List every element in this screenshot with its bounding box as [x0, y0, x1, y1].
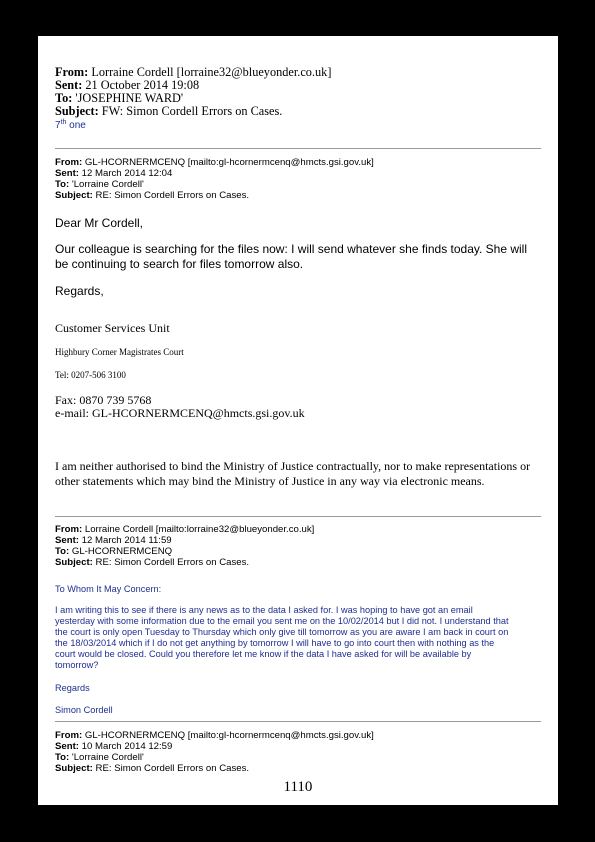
email3-regards: Regards — [55, 683, 90, 693]
email2-tel: Tel: 0207-506 3100 — [55, 370, 126, 380]
document-page — [38, 36, 558, 805]
email3-subject: Subject: RE: Simon Cordell Errors on Cases. — [55, 557, 250, 568]
email3-body-line: tomorrow? — [55, 660, 99, 670]
email3-to: To: GL-HCORNERMCENQ — [55, 546, 173, 557]
email1-subject: Subject: FW: Simon Cordell Errors on Cases. — [55, 104, 283, 118]
email3-from: From: Lorraine Cordell [mailto:lorraine32@blueyonder.co.uk] — [55, 524, 315, 535]
email3-body-line: yesterday with some information due to the email you sent me on the 10/02/2014 but I did not. I understand that — [55, 616, 509, 626]
page-number: 1110 — [283, 779, 313, 795]
email3-body-line: the 18/03/2014 which if I do not get anything by tomorrow I will have to go into court then with nothing as the — [55, 638, 495, 648]
email2-subject: Subject: RE: Simon Cordell Errors on Cases. — [55, 190, 250, 201]
email1-note: 7th one — [55, 119, 86, 131]
email2-fax: Fax: 0870 739 5768 — [55, 393, 152, 407]
email3-body-line: court would be closed. Could you therefore let me know if the data I have asked for will be available by — [55, 649, 472, 659]
email2-greeting: Dear Mr Cordell, — [55, 216, 144, 230]
email4-sent: Sent: 10 March 2014 12:59 — [55, 741, 173, 752]
email3-signature: Simon Cordell — [55, 705, 113, 715]
email2-body-line: Our colleague is searching for the files now: I will send whatever she finds today. She will — [55, 242, 528, 256]
divider — [55, 721, 541, 722]
email2-body-line: be continuing to search for files tomorrow also. — [55, 257, 304, 271]
email2-regards: Regards, — [55, 284, 104, 298]
disclaimer-line: other statements which may bind the Ministry of Justice in any way via electronic means. — [55, 474, 485, 488]
email1-subject-value: FW: Simon Cordell Errors on Cases. — [101, 104, 283, 118]
email1-sent-value: 21 October 2014 19:08 — [85, 78, 200, 92]
email1-from: From: Lorraine Cordell [lorraine32@blueyonder.co.uk] — [55, 65, 332, 79]
email2-from: From: GL-HCORNERMCENQ [mailto:gl-hcornermcenq@hmcts.gsi.gov.uk] — [55, 157, 374, 168]
email1-from-value: Lorraine Cordell [lorraine32@blueyonder.co.uk] — [91, 65, 332, 79]
email2-to: To: 'Lorraine Cordell' — [55, 179, 144, 190]
email2-court: Highbury Corner Magistrates Court — [55, 347, 184, 357]
email1-to: To: 'JOSEPHINE WARD' — [55, 91, 184, 105]
email4-subject: Subject: RE: Simon Cordell Errors on Cases. — [55, 763, 250, 774]
email3-body-line: the court is only open Tuesday to Thursday which only give till tomorrow as you are aware I am back in court on — [55, 627, 509, 637]
email4-from: From: GL-HCORNERMCENQ [mailto:gl-hcornermcenq@hmcts.gsi.gov.uk] — [55, 730, 374, 741]
disclaimer-line: I am neither authorised to bind the Ministry of Justice contractually, nor to make representations or — [55, 459, 531, 473]
email3-body-line: I am writing this to see if there is any news as to the data I asked for. I was hoping to have got an email — [55, 605, 473, 615]
divider — [55, 516, 541, 517]
email1-to-value: 'JOSEPHINE WARD' — [75, 91, 184, 105]
divider — [55, 148, 541, 149]
email3-greeting: To Whom It May Concern: — [55, 584, 162, 594]
email3-sent: Sent: 12 March 2014 11:59 — [55, 535, 172, 546]
email4-to: To: 'Lorraine Cordell' — [55, 752, 144, 763]
email1-sent: Sent: 21 October 2014 19:08 — [55, 78, 200, 92]
email2-unit: Customer Services Unit — [55, 321, 170, 335]
email2-email: e-mail: GL-HCORNERMCENQ@hmcts.gsi.gov.uk — [55, 406, 305, 420]
email2-sent: Sent: 12 March 2014 12:04 — [55, 168, 173, 179]
